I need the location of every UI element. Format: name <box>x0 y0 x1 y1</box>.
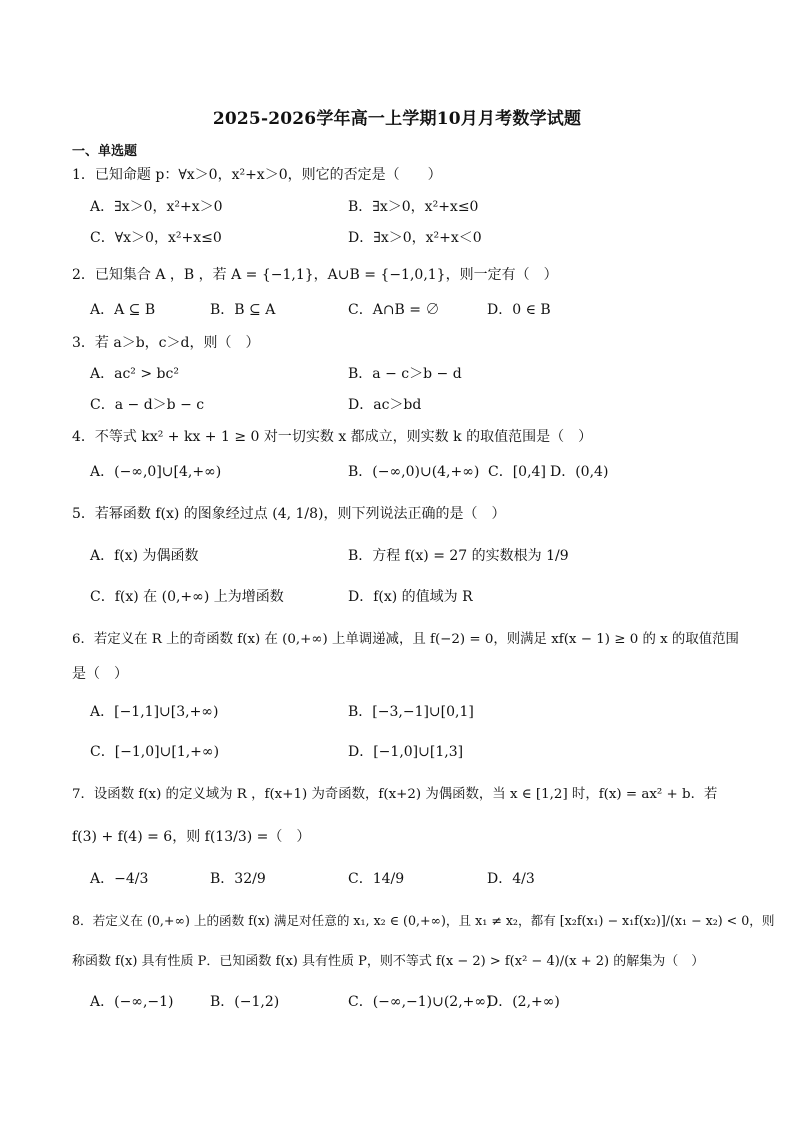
question-6-option-c: C．[−1,0]∪[1,+∞) <box>90 744 220 760</box>
question-1-option-a: A．∃x＞0，x²+x＞0 <box>90 199 223 215</box>
question-6-stem: 6．若定义在 R 上的奇函数 f(x) 在 (0,+∞) 上单调递减，且 f(−2) = 0，则满足 xf(x − 1) ≥ 0 的 x 的取值范围 <box>72 632 739 647</box>
question-6-stem-continued: 是（ ） <box>72 666 128 682</box>
question-7-option-d: D．4/3 <box>487 871 535 887</box>
question-3-option-c: C．a − d＞b − c <box>90 397 205 413</box>
question-7-stem: 7．设函数 f(x) 的定义域为 R ，f(x+1) 为奇函数，f(x+2) 为偶函数，当 x ∈ [1,2] 时，f(x) = ax² + b．若 <box>72 787 718 802</box>
question-4-option-b: B．(−∞,0)∪(4,+∞) <box>348 464 480 480</box>
question-4-option-d: D．(0,4) <box>550 464 609 480</box>
question-7-option-b: B．32/9 <box>210 871 266 887</box>
question-2-option-c: C．A∩B = ∅ <box>348 302 440 318</box>
question-4-stem: 4．不等式 kx² + kx + 1 ≥ 0 对一切实数 x 都成立，则实数 k 的取值范围是（ ） <box>72 429 593 445</box>
question-6-option-a: A．[−1,1]∪[3,+∞) <box>90 704 219 720</box>
question-7-option-a: A．−4/3 <box>90 871 149 887</box>
question-5-option-b: B．方程 f(x) = 27 的实数根为 1/9 <box>348 548 569 564</box>
question-1-option-b: B．∃x＞0，x²+x≤0 <box>348 199 479 215</box>
question-1-option-c: C．∀x＞0，x²+x≤0 <box>90 230 222 246</box>
question-8-option-c: C．(−∞,−1)∪(2,+∞) <box>348 994 492 1010</box>
question-4-option-a: A．(−∞,0]∪[4,+∞) <box>90 464 222 480</box>
section-heading: 一、单选题 <box>72 144 138 159</box>
question-3-stem: 3．若 a＞b，c＞d，则（ ） <box>72 335 260 351</box>
question-8-option-d: D．(2,+∞) <box>487 994 560 1010</box>
question-6-option-b: B．[−3,−1]∪[0,1] <box>348 704 474 720</box>
question-8-stem-continued: 称函数 f(x) 具有性质 P．已知函数 f(x) 具有性质 P，则不等式 f(x − 2) > f(x² − 4)/(x + 2) 的解集为（ ） <box>72 954 705 969</box>
question-5-option-d: D．f(x) 的值域为 R <box>348 589 473 605</box>
question-8-option-b: B．(−1,2) <box>210 994 280 1010</box>
question-5-option-a: A．f(x) 为偶函数 <box>90 548 199 564</box>
question-2-option-b: B．B ⊆ A <box>210 302 276 318</box>
question-1-stem: 1．已知命题 p：∀x＞0，x²+x＞0，则它的否定是（ ） <box>72 167 442 183</box>
question-8-option-a: A．(−∞,−1) <box>90 994 174 1010</box>
question-8-stem: 8．若定义在 (0,+∞) 上的函数 f(x) 满足对任意的 x₁, x₂ ∈ (0,+∞)，且 x₁ ≠ x₂，都有 [x₂f(x₁) − x₁f(x₂)]/(x₁ − x₂) < 0，则 <box>72 913 775 928</box>
question-7-option-c: C．14/9 <box>348 871 405 887</box>
question-2-stem: 2．已知集合 A ，B ，若 A = {−1,1}，A∪B = {−1,0,1}，则一定有（ ） <box>72 267 558 283</box>
question-7-stem-continued: f(3) + f(4) = 6，则 f(13/3) =（ ） <box>72 829 311 845</box>
question-1-option-d: D．∃x＞0，x²+x＜0 <box>348 230 482 246</box>
question-3-option-a: A．ac² > bc² <box>90 366 179 382</box>
question-3-option-d: D．ac＞bd <box>348 397 422 413</box>
question-3-option-b: B．a − c＞b − d <box>348 366 462 382</box>
question-4-option-c: C．[0,4] <box>488 464 546 480</box>
question-6-option-d: D．[−1,0]∪[1,3] <box>348 744 464 760</box>
question-5-option-c: C．f(x) 在 (0,+∞) 上为增函数 <box>90 589 284 605</box>
question-5-stem: 5．若幂函数 f(x) 的图象经过点 (4, 1/8)，则下列说法正确的是（ ） <box>72 506 506 522</box>
exam-title: 2025-2026学年高一上学期10月月考数学试题 <box>212 109 582 129</box>
question-2-option-a: A．A ⊆ B <box>90 302 156 318</box>
question-2-option-d: D．0 ∈ B <box>487 302 551 318</box>
